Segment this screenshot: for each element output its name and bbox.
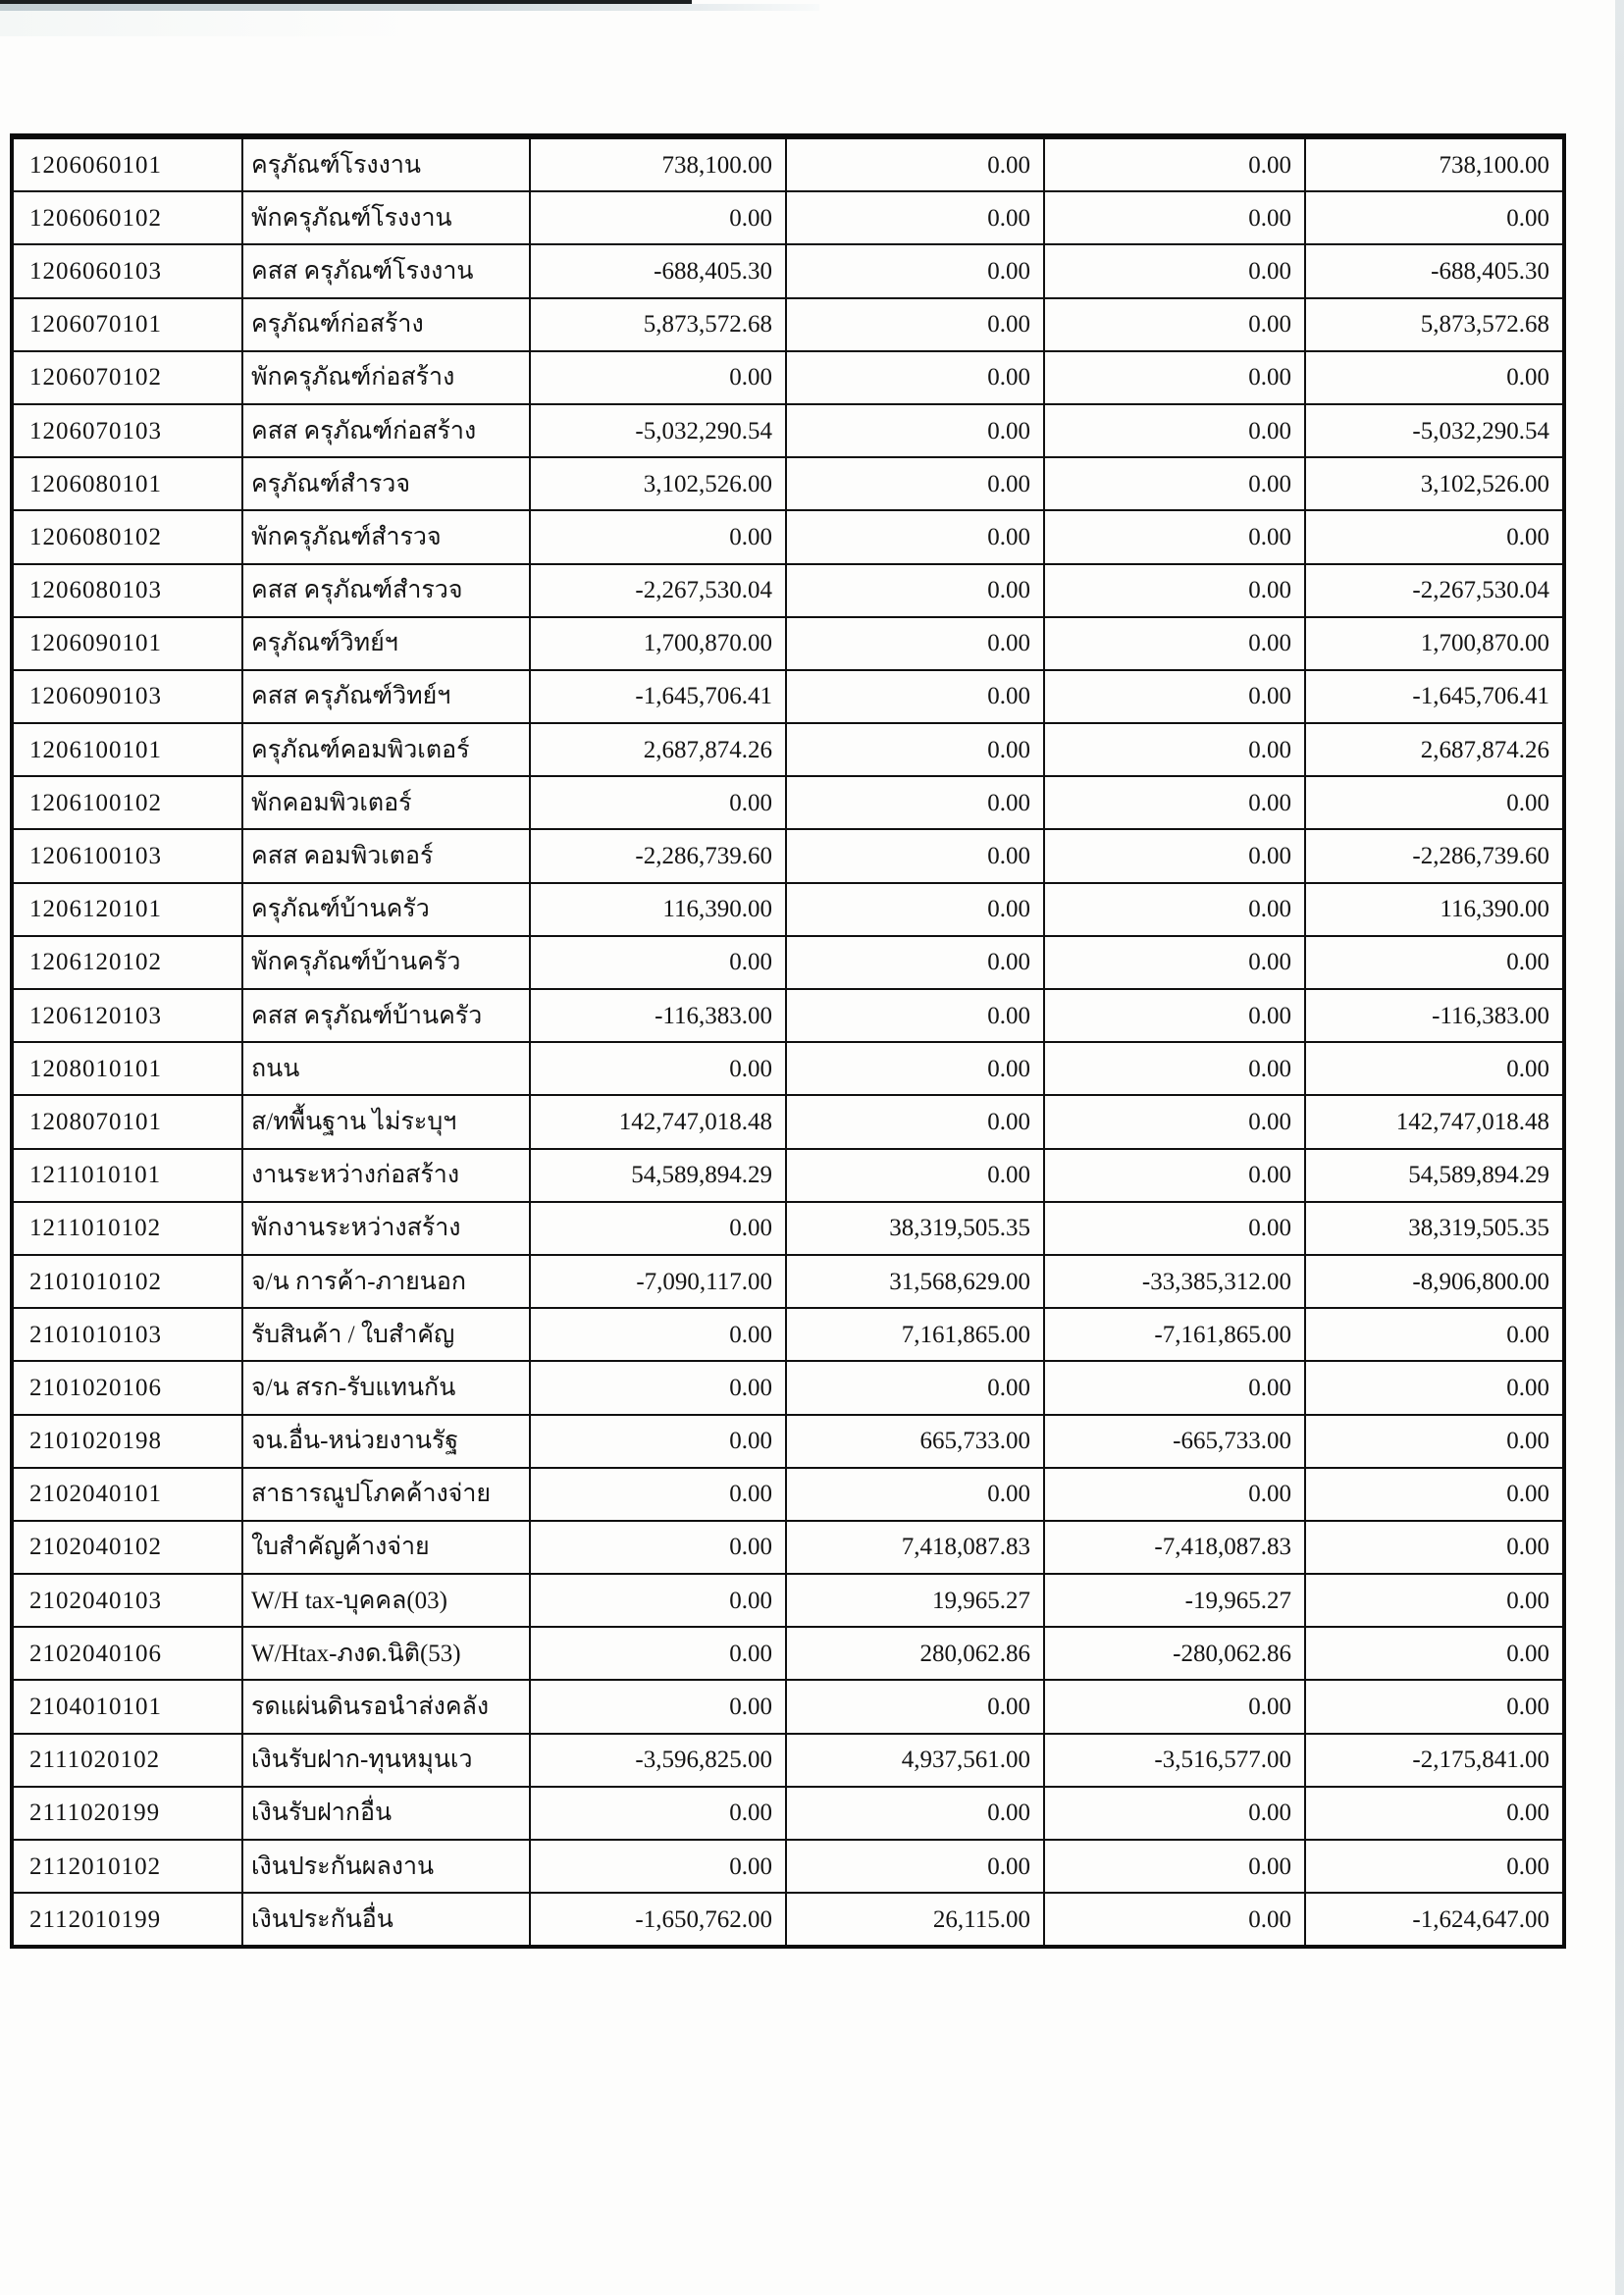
amount-cell: 0.00: [1305, 1521, 1564, 1574]
account-name-cell: คสส คอมพิวเตอร์: [242, 829, 530, 882]
account-name-cell: พักคอมพิวเตอร์: [242, 776, 530, 829]
amount-cell: 0.00: [1044, 1787, 1305, 1840]
table-row: [12, 1680, 1564, 1733]
amount-cell: 0.00: [786, 1042, 1044, 1095]
amount-cell: 0.00: [1305, 1787, 1564, 1840]
amount-cell: 0.00: [1305, 1840, 1564, 1893]
account-code-cell: 1206070103: [12, 404, 242, 457]
account-name-cell: จ/น สรก-รับแทนกัน: [242, 1361, 530, 1414]
account-code-cell: 1208010101: [12, 1042, 242, 1095]
amount-cell: 0.00: [786, 829, 1044, 882]
table-row: [12, 510, 1564, 563]
amount-cell: 38,319,505.35: [786, 1202, 1044, 1255]
table-row: [12, 1308, 1564, 1361]
amount-cell: 7,161,865.00: [786, 1308, 1044, 1361]
amount-cell: 0.00: [786, 936, 1044, 989]
amount-cell: 0.00: [530, 1574, 786, 1627]
table-row: [12, 1042, 1564, 1095]
account-ledger-table: [10, 133, 1566, 1949]
amount-cell: -280,062.86: [1044, 1627, 1305, 1680]
amount-cell: 0.00: [1044, 1202, 1305, 1255]
account-name-cell: จ/น การค้า-ภายนอก: [242, 1255, 530, 1308]
amount-cell: -8,906,800.00: [1305, 1255, 1564, 1308]
amount-cell: 0.00: [530, 1787, 786, 1840]
amount-cell: -1,624,647.00: [1305, 1893, 1564, 1947]
ledger-body: [12, 136, 1564, 1947]
table-row: [12, 1468, 1564, 1521]
amount-cell: 0.00: [786, 1095, 1044, 1148]
account-name-cell: พักครุภัณฑ์โรงงาน: [242, 191, 530, 244]
account-name-cell: W/H tax-บุคคล(03): [242, 1574, 530, 1627]
amount-cell: -33,385,312.00: [1044, 1255, 1305, 1308]
amount-cell: 116,390.00: [530, 883, 786, 936]
amount-cell: 280,062.86: [786, 1627, 1044, 1680]
amount-cell: 2,687,874.26: [1305, 723, 1564, 776]
amount-cell: 0.00: [1305, 936, 1564, 989]
amount-cell: 0.00: [786, 1840, 1044, 1893]
amount-cell: 142,747,018.48: [1305, 1095, 1564, 1148]
table-row: [12, 617, 1564, 670]
account-code-cell: 1206070101: [12, 298, 242, 351]
scan-artifact-top-grey-band: [0, 4, 819, 11]
table-row: [12, 564, 1564, 617]
amount-cell: -2,286,739.60: [530, 829, 786, 882]
amount-cell: 0.00: [786, 776, 1044, 829]
amount-cell: 0.00: [1305, 1468, 1564, 1521]
table-row: [12, 136, 1564, 191]
account-name-cell: ครุภัณฑ์สำรวจ: [242, 457, 530, 510]
amount-cell: 0.00: [530, 1202, 786, 1255]
amount-cell: 0.00: [1044, 351, 1305, 404]
amount-cell: 0.00: [1044, 1893, 1305, 1947]
amount-cell: 5,873,572.68: [530, 298, 786, 351]
table-row: [12, 1840, 1564, 1893]
table-row: [12, 1255, 1564, 1308]
amount-cell: 31,568,629.00: [786, 1255, 1044, 1308]
account-name-cell: งานระหว่างก่อสร้าง: [242, 1149, 530, 1202]
amount-cell: 3,102,526.00: [530, 457, 786, 510]
amount-cell: 0.00: [530, 510, 786, 563]
account-code-cell: 2104010101: [12, 1680, 242, 1733]
account-name-cell: คสส ครุภัณฑ์โรงงาน: [242, 244, 530, 297]
scan-artifact-top-tint: [0, 11, 412, 36]
amount-cell: 0.00: [786, 883, 1044, 936]
amount-cell: 0.00: [786, 564, 1044, 617]
amount-cell: -7,418,087.83: [1044, 1521, 1305, 1574]
amount-cell: 0.00: [786, 457, 1044, 510]
amount-cell: 0.00: [1305, 510, 1564, 563]
amount-cell: 0.00: [1044, 1468, 1305, 1521]
account-name-cell: สาธารณูปโภคค้างจ่าย: [242, 1468, 530, 1521]
account-code-cell: 1206100102: [12, 776, 242, 829]
table-row: [12, 191, 1564, 244]
amount-cell: 0.00: [786, 191, 1044, 244]
amount-cell: 738,100.00: [530, 136, 786, 191]
table-row: [12, 457, 1564, 510]
table-row: [12, 1521, 1564, 1574]
amount-cell: -19,965.27: [1044, 1574, 1305, 1627]
amount-cell: 38,319,505.35: [1305, 1202, 1564, 1255]
amount-cell: -1,645,706.41: [1305, 670, 1564, 723]
amount-cell: 0.00: [786, 1680, 1044, 1733]
account-code-cell: 2111020199: [12, 1787, 242, 1840]
amount-cell: 738,100.00: [1305, 136, 1564, 191]
amount-cell: 116,390.00: [1305, 883, 1564, 936]
table-row: [12, 1787, 1564, 1840]
amount-cell: 1,700,870.00: [530, 617, 786, 670]
amount-cell: 0.00: [786, 1149, 1044, 1202]
amount-cell: 0.00: [1044, 776, 1305, 829]
amount-cell: -116,383.00: [530, 989, 786, 1042]
table-row: [12, 1095, 1564, 1148]
account-code-cell: 2101020106: [12, 1361, 242, 1414]
amount-cell: 0.00: [786, 244, 1044, 297]
table-row: [12, 244, 1564, 297]
amount-cell: 0.00: [530, 1042, 786, 1095]
amount-cell: 0.00: [1044, 989, 1305, 1042]
table-row: [12, 670, 1564, 723]
account-name-cell: คสส ครุภัณฑ์วิทย์ฯ: [242, 670, 530, 723]
amount-cell: 0.00: [1044, 1680, 1305, 1733]
account-name-cell: ส/ทพื้นฐาน ไม่ระบุฯ: [242, 1095, 530, 1148]
account-name-cell: ครุภัณฑ์วิทย์ฯ: [242, 617, 530, 670]
amount-cell: 0.00: [786, 989, 1044, 1042]
amount-cell: 0.00: [1305, 776, 1564, 829]
amount-cell: 0.00: [530, 351, 786, 404]
account-name-cell: ครุภัณฑ์ก่อสร้าง: [242, 298, 530, 351]
account-code-cell: 2102040102: [12, 1521, 242, 1574]
table-row: [12, 829, 1564, 882]
amount-cell: 0.00: [786, 1787, 1044, 1840]
amount-cell: 0.00: [530, 1468, 786, 1521]
amount-cell: -7,090,117.00: [530, 1255, 786, 1308]
table-row: [12, 936, 1564, 989]
amount-cell: 665,733.00: [786, 1415, 1044, 1468]
account-code-cell: 1211010102: [12, 1202, 242, 1255]
amount-cell: -5,032,290.54: [530, 404, 786, 457]
account-name-cell: จน.อื่น-หน่วยงานรัฐ: [242, 1415, 530, 1468]
amount-cell: 0.00: [1044, 723, 1305, 776]
table-row: [12, 298, 1564, 351]
amount-cell: 0.00: [1044, 136, 1305, 191]
amount-cell: 0.00: [530, 1680, 786, 1733]
account-code-cell: 1206090101: [12, 617, 242, 670]
table-row: [12, 1415, 1564, 1468]
amount-cell: 0.00: [1044, 404, 1305, 457]
amount-cell: 0.00: [786, 1468, 1044, 1521]
amount-cell: 0.00: [1044, 564, 1305, 617]
amount-cell: 5,873,572.68: [1305, 298, 1564, 351]
account-code-cell: 2101010102: [12, 1255, 242, 1308]
account-code-cell: 2101020198: [12, 1415, 242, 1468]
account-name-cell: ใบสำคัญค้างจ่าย: [242, 1521, 530, 1574]
amount-cell: -2,267,530.04: [1305, 564, 1564, 617]
amount-cell: -3,596,825.00: [530, 1734, 786, 1787]
amount-cell: 0.00: [530, 1627, 786, 1680]
table-row: [12, 1202, 1564, 1255]
amount-cell: -5,032,290.54: [1305, 404, 1564, 457]
table-row: [12, 776, 1564, 829]
amount-cell: 1,700,870.00: [1305, 617, 1564, 670]
account-name-cell: คสส ครุภัณฑ์สำรวจ: [242, 564, 530, 617]
amount-cell: 0.00: [1044, 1840, 1305, 1893]
account-code-cell: 2102040101: [12, 1468, 242, 1521]
amount-cell: 7,418,087.83: [786, 1521, 1044, 1574]
amount-cell: 0.00: [786, 617, 1044, 670]
amount-cell: 26,115.00: [786, 1893, 1044, 1947]
amount-cell: 0.00: [1044, 670, 1305, 723]
account-name-cell: ครุภัณฑ์โรงงาน: [242, 136, 530, 191]
amount-cell: 0.00: [1305, 1627, 1564, 1680]
account-code-cell: 2112010199: [12, 1893, 242, 1947]
amount-cell: -7,161,865.00: [1044, 1308, 1305, 1361]
amount-cell: 0.00: [1044, 936, 1305, 989]
table-row: [12, 1574, 1564, 1627]
amount-cell: -1,650,762.00: [530, 1893, 786, 1947]
amount-cell: 0.00: [786, 510, 1044, 563]
amount-cell: 0.00: [1305, 1042, 1564, 1095]
account-code-cell: 1206060102: [12, 191, 242, 244]
amount-cell: 0.00: [1044, 1149, 1305, 1202]
amount-cell: 0.00: [786, 723, 1044, 776]
table-row: [12, 404, 1564, 457]
amount-cell: 0.00: [530, 1308, 786, 1361]
scan-artifact-right-edge: [1615, 0, 1624, 2295]
amount-cell: 0.00: [786, 136, 1044, 191]
account-name-cell: พักครุภัณฑ์สำรวจ: [242, 510, 530, 563]
table-row: [12, 1893, 1564, 1947]
amount-cell: 3,102,526.00: [1305, 457, 1564, 510]
account-code-cell: 2102040103: [12, 1574, 242, 1627]
amount-cell: 0.00: [1044, 1042, 1305, 1095]
table-row: [12, 351, 1564, 404]
account-name-cell: เงินประกันอื่น: [242, 1893, 530, 1947]
table-row: [12, 1361, 1564, 1414]
amount-cell: 0.00: [1044, 1361, 1305, 1414]
amount-cell: 54,589,894.29: [530, 1149, 786, 1202]
amount-cell: 0.00: [1044, 244, 1305, 297]
amount-cell: 0.00: [530, 936, 786, 989]
account-name-cell: คสส ครุภัณฑ์บ้านครัว: [242, 989, 530, 1042]
amount-cell: 0.00: [786, 670, 1044, 723]
amount-cell: 0.00: [1044, 1095, 1305, 1148]
amount-cell: 0.00: [786, 351, 1044, 404]
account-code-cell: 2102040106: [12, 1627, 242, 1680]
account-code-cell: 1206100103: [12, 829, 242, 882]
amount-cell: 0.00: [530, 776, 786, 829]
account-name-cell: W/Htax-ภงด.นิติ(53): [242, 1627, 530, 1680]
table-row: [12, 1627, 1564, 1680]
amount-cell: 142,747,018.48: [530, 1095, 786, 1148]
amount-cell: 4,937,561.00: [786, 1734, 1044, 1787]
amount-cell: -2,175,841.00: [1305, 1734, 1564, 1787]
amount-cell: -2,286,739.60: [1305, 829, 1564, 882]
account-code-cell: 1206060101: [12, 136, 242, 191]
account-name-cell: รับสินค้า / ใบสำคัญ: [242, 1308, 530, 1361]
account-name-cell: เงินประกันผลงาน: [242, 1840, 530, 1893]
account-code-cell: 2112010102: [12, 1840, 242, 1893]
account-code-cell: 1206060103: [12, 244, 242, 297]
amount-cell: 0.00: [1305, 1680, 1564, 1733]
table-row: [12, 883, 1564, 936]
amount-cell: 0.00: [1044, 829, 1305, 882]
account-code-cell: 1206080101: [12, 457, 242, 510]
amount-cell: 0.00: [530, 191, 786, 244]
account-name-cell: พักงานระหว่างสร้าง: [242, 1202, 530, 1255]
account-code-cell: 1206120101: [12, 883, 242, 936]
account-code-cell: 1206070102: [12, 351, 242, 404]
amount-cell: 2,687,874.26: [530, 723, 786, 776]
amount-cell: 0.00: [530, 1840, 786, 1893]
table-row: [12, 1734, 1564, 1787]
amount-cell: 0.00: [530, 1415, 786, 1468]
amount-cell: -2,267,530.04: [530, 564, 786, 617]
account-name-cell: ถนน: [242, 1042, 530, 1095]
table-row: [12, 1149, 1564, 1202]
table-row: [12, 989, 1564, 1042]
account-code-cell: 1211010101: [12, 1149, 242, 1202]
account-name-cell: ครุภัณฑ์บ้านครัว: [242, 883, 530, 936]
account-name-cell: เงินรับฝาก-ทุนหมุนเว: [242, 1734, 530, 1787]
amount-cell: 0.00: [1044, 457, 1305, 510]
account-code-cell: 1208070101: [12, 1095, 242, 1148]
account-code-cell: 1206080102: [12, 510, 242, 563]
amount-cell: -688,405.30: [530, 244, 786, 297]
account-code-cell: 1206080103: [12, 564, 242, 617]
amount-cell: 0.00: [1044, 883, 1305, 936]
amount-cell: 0.00: [530, 1521, 786, 1574]
amount-cell: 0.00: [1305, 351, 1564, 404]
amount-cell: 0.00: [786, 1361, 1044, 1414]
amount-cell: -3,516,577.00: [1044, 1734, 1305, 1787]
amount-cell: -1,645,706.41: [530, 670, 786, 723]
amount-cell: 54,589,894.29: [1305, 1149, 1564, 1202]
amount-cell: 0.00: [1305, 1308, 1564, 1361]
account-code-cell: 1206100101: [12, 723, 242, 776]
amount-cell: 0.00: [530, 1361, 786, 1414]
amount-cell: 0.00: [1044, 510, 1305, 563]
amount-cell: 0.00: [1044, 298, 1305, 351]
account-code-cell: 1206120103: [12, 989, 242, 1042]
account-name-cell: พักครุภัณฑ์ก่อสร้าง: [242, 351, 530, 404]
amount-cell: 0.00: [1044, 617, 1305, 670]
account-name-cell: พักครุภัณฑ์บ้านครัว: [242, 936, 530, 989]
amount-cell: 0.00: [786, 298, 1044, 351]
account-code-cell: 2101010103: [12, 1308, 242, 1361]
account-code-cell: 2111020102: [12, 1734, 242, 1787]
account-name-cell: รดแผ่นดินรอนำส่งคลัง: [242, 1680, 530, 1733]
account-name-cell: เงินรับฝากอื่น: [242, 1787, 530, 1840]
amount-cell: -116,383.00: [1305, 989, 1564, 1042]
account-code-cell: 1206120102: [12, 936, 242, 989]
amount-cell: 0.00: [1044, 191, 1305, 244]
account-name-cell: คสส ครุภัณฑ์ก่อสร้าง: [242, 404, 530, 457]
amount-cell: 0.00: [786, 404, 1044, 457]
amount-cell: 0.00: [1305, 1574, 1564, 1627]
amount-cell: 0.00: [1305, 1361, 1564, 1414]
amount-cell: -688,405.30: [1305, 244, 1564, 297]
table-row: [12, 723, 1564, 776]
amount-cell: 0.00: [1305, 191, 1564, 244]
amount-cell: 19,965.27: [786, 1574, 1044, 1627]
amount-cell: 0.00: [1305, 1415, 1564, 1468]
account-code-cell: 1206090103: [12, 670, 242, 723]
account-name-cell: ครุภัณฑ์คอมพิวเตอร์: [242, 723, 530, 776]
amount-cell: -665,733.00: [1044, 1415, 1305, 1468]
